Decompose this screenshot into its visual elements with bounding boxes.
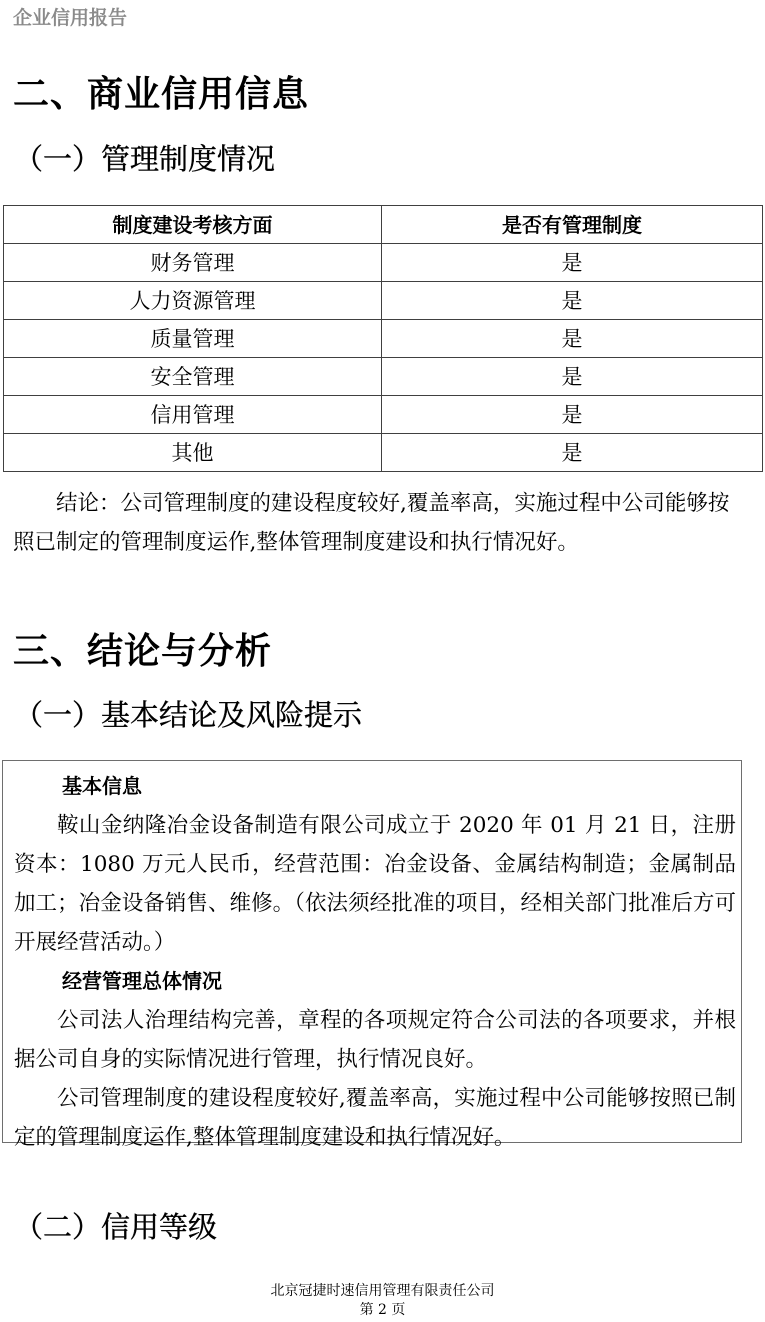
cell-aspect: 信用管理 xyxy=(4,396,382,434)
table-header-row xyxy=(4,206,763,244)
cell-has-system: 是 xyxy=(382,396,763,434)
table-row xyxy=(4,358,763,396)
column-header-aspect: 制度建设考核方面 xyxy=(4,206,382,244)
footer-company-name: 北京冠捷时速信用管理有限责任公司 xyxy=(270,1283,495,1299)
running-header: 企业信用报告 xyxy=(13,7,128,29)
cell-aspect: 其他 xyxy=(4,434,382,472)
cell-has-system: 是 xyxy=(382,320,763,358)
cell-has-system: 是 xyxy=(382,282,763,320)
management-overview-heading: 经营管理总体情况 xyxy=(62,969,222,993)
section-3-title: 三、结论与分析 xyxy=(13,631,273,672)
cell-aspect: 财务管理 xyxy=(4,244,382,282)
management-overview-paragraph-2: 公司管理制度的建设程度较好,覆盖率高，实施过程中公司能够按照已制定的管理制度运作,整体管理制度建设和执行情况好。 xyxy=(14,1086,736,1150)
table-row xyxy=(4,282,763,320)
cell-has-system: 是 xyxy=(382,434,763,472)
basic-conclusion-box xyxy=(2,760,742,1150)
subsection-basic-conclusion-title: （一）基本结论及风险提示 xyxy=(14,698,363,732)
management-system-table xyxy=(3,205,763,472)
cell-aspect: 质量管理 xyxy=(4,320,382,358)
table-row xyxy=(4,244,763,282)
column-header-has-system: 是否有管理制度 xyxy=(382,206,763,244)
table-row xyxy=(4,396,763,434)
cell-has-system: 是 xyxy=(382,244,763,282)
basic-info-heading: 基本信息 xyxy=(62,774,142,798)
management-overview-paragraph-1: 公司法人治理结构完善，章程的各项规定符合公司法的各项要求，并根据公司自身的实际情况进行管理，执行情况良好。 xyxy=(14,1008,736,1072)
management-conclusion-paragraph: 结论：公司管理制度的建设程度较好,覆盖率高，实施过程中公司能够按照已制定的管理制度运作,整体管理制度建设和执行情况好。 xyxy=(13,491,730,555)
table-row xyxy=(4,320,763,358)
cell-aspect: 安全管理 xyxy=(4,358,382,396)
table-row xyxy=(4,434,763,472)
cell-aspect: 人力资源管理 xyxy=(4,282,382,320)
subsection-credit-rating-title: （二）信用等级 xyxy=(14,1210,218,1244)
subsection-management-system-title: （一）管理制度情况 xyxy=(14,142,276,176)
footer-page-number: 第 2 页 xyxy=(359,1302,406,1318)
cell-has-system: 是 xyxy=(382,358,763,396)
basic-info-paragraph: 鞍山金纳隆冶金设备制造有限公司成立于 2020 年 01 月 21 日，注册资本：1080 万元人民币，经营范围：冶金设备、金属结构制造；金属制品加工；冶金设备销售、维修。（依法须经批准的项目，经相关部门批准后方可开展经营活动。） xyxy=(14,813,736,955)
section-2-title: 二、商业信用信息 xyxy=(13,74,310,115)
